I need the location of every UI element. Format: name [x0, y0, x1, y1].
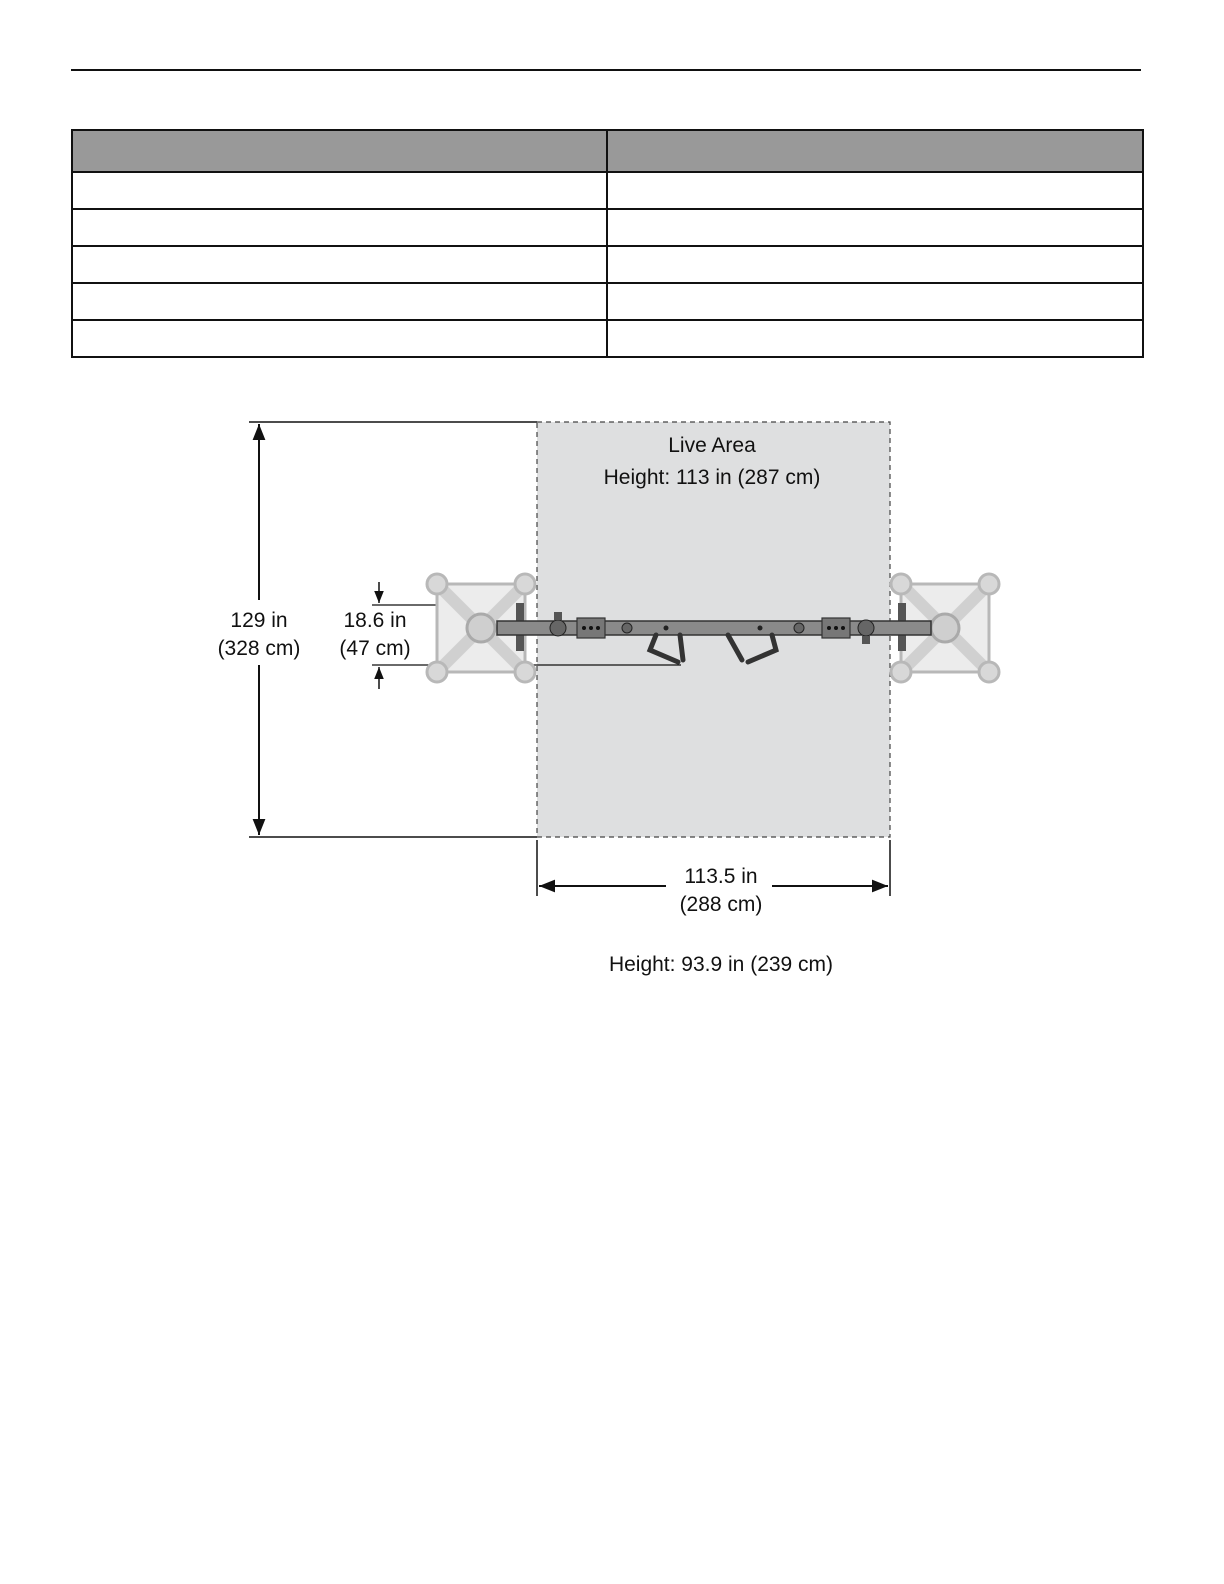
rig-height-caption: Height: 93.9 in (239 cm)	[608, 953, 834, 976]
width-cm-label: (288 cm)	[679, 893, 763, 916]
live-area-title: Live Area	[668, 434, 756, 457]
overall-depth-in-label: 129 in	[230, 609, 288, 632]
rig-depth-in-label: 18.6 in	[343, 609, 407, 632]
overall-depth-cm-label: (328 cm)	[217, 637, 301, 660]
width-in-label: 113.5 in	[684, 865, 758, 888]
live-area-height-label: Height: 113 in (287 cm)	[603, 466, 821, 489]
rig-depth-cm-label: (47 cm)	[339, 637, 411, 660]
